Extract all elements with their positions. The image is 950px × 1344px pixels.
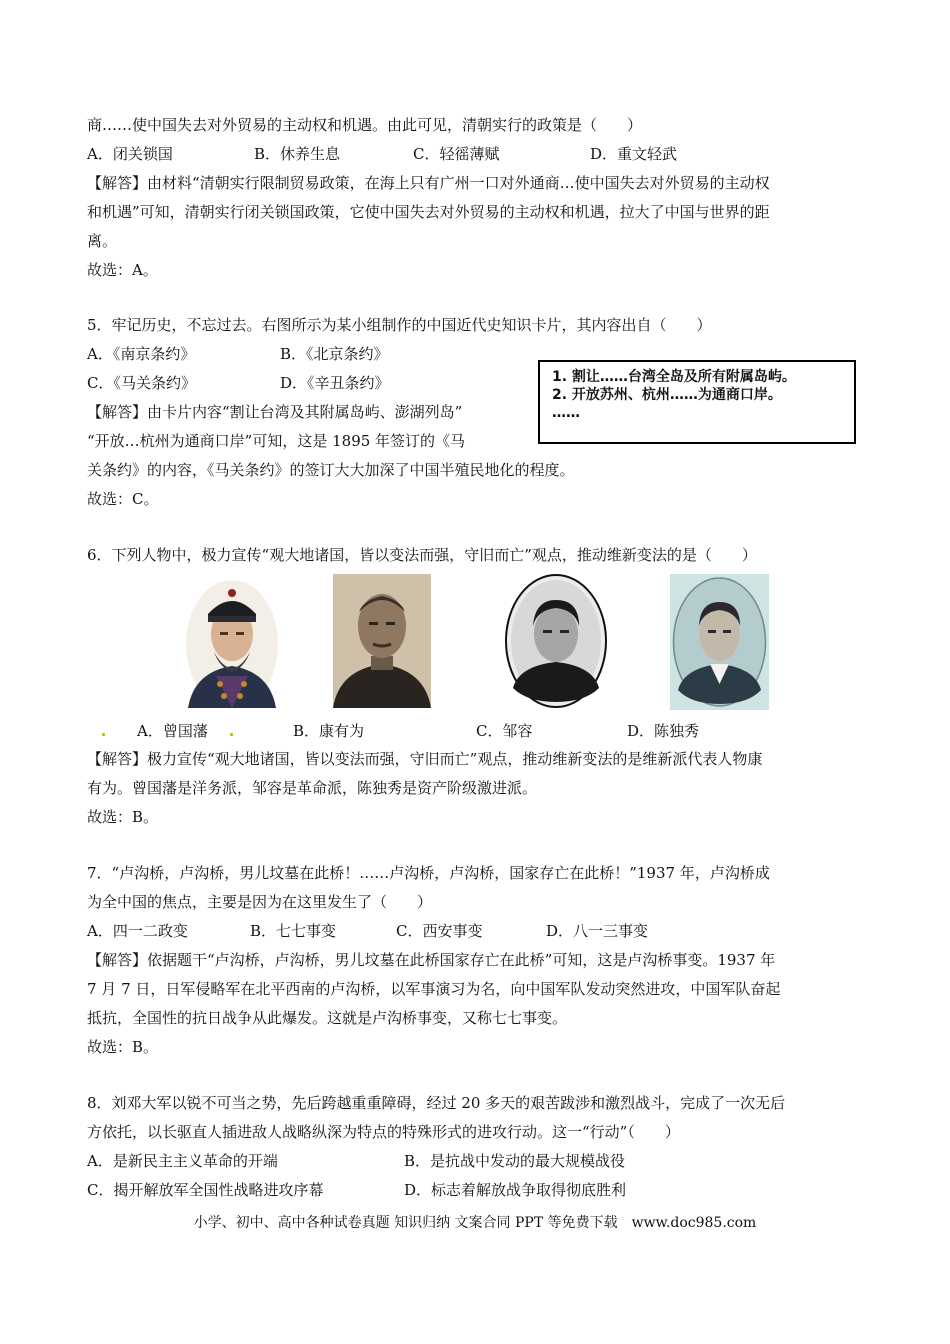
q7-option-b: B．七七事变: [250, 922, 337, 940]
q4-option-b: B．休养生息: [254, 145, 341, 163]
q8-option-c: C．揭开解放军全国性战略进攻序幕: [87, 1181, 324, 1199]
q4-option-d: D．重文轻武: [590, 145, 678, 163]
card-line: 2. 开放苏州、杭州……为通商口岸。: [552, 387, 782, 403]
q7-answer-line: 【解答】依据题干“卢沟桥，卢沟桥，男儿坟墓在此桥国家存亡在此桥”可知，这是卢沟桥事变。1937 年: [87, 951, 776, 969]
q7-answer-line: 抵抗，全国性的抗日战争从此爆发。这就是卢沟桥事变，又称七七事变。: [87, 1009, 568, 1027]
portrait-chen-duxiu: [670, 574, 769, 710]
q8-stem-line: 8．刘邓大军以锐不可当之势，先后跨越重重障碍，经过 20 多天的艰苦跋涉和激烈战斗，完成了一次无后: [87, 1094, 786, 1112]
q7-stem-line: 7．“卢沟桥，卢沟桥，男儿坟墓在此桥！……卢沟桥，卢沟桥，国家存亡在此桥！”1937 年，卢沟桥成: [87, 864, 770, 882]
q8-option-d: D．标志着解放战争取得彻底胜利: [404, 1181, 627, 1199]
q6-option-c: C．邹容: [476, 722, 533, 740]
q4-answer-line: 【解答】由材料“清朝实行限制贸易政策，在海上只有广州一口对外通商…使中国失去对外贸易的主动权: [87, 174, 770, 192]
q5-option-b: B．《北京条约》: [280, 345, 389, 363]
q4-answer-line: 和机遇”可知，清朝实行闭关锁国政策，它使中国失去对外贸易的主动权和机遇，拉大了中国与世界的距: [87, 203, 770, 221]
q5-answer-line: 【解答】由卡片内容“割让台湾及其附属岛屿、澎湖列岛”: [87, 403, 463, 421]
decorative-dot: [230, 733, 233, 736]
q7-option-a: A．四一二政变: [87, 922, 188, 940]
q6-answer-line: 【解答】极力宣传“观大地诸国，皆以变法而强，守旧而亡”观点，推动维新变法的是维新派代表人物康: [87, 750, 763, 768]
q6-choice: 故选：B。: [87, 808, 159, 826]
q8-option-a: A．是新民主主义革命的开端: [87, 1152, 278, 1170]
q5-choice: 故选：C。: [87, 490, 159, 508]
q5-answer-line: “开放…杭州为通商口岸”可知，这是 1895 年签订的《马: [87, 432, 466, 450]
q5-option-d: D．《辛丑条约》: [280, 374, 390, 392]
decorative-dot: [102, 733, 105, 736]
q4-answer-line: 离。: [87, 232, 118, 250]
q6-option-d: D．陈独秀: [627, 722, 700, 740]
q5-stem: 5．牢记历史，不忘过去。右图所示为某小组制作的中国近代史知识卡片，其内容出自（ ）: [87, 316, 712, 334]
q8-stem-line: 方依托，以长驱直人插进敌人战略纵深为特点的特殊形式的进攻行动。这一“行动”（ ）: [87, 1123, 680, 1141]
q4-option-a: A．闭关锁国: [87, 145, 173, 163]
page-footer: 小学、初中、高中各种试卷真题 知识归纳 文案合同 PPT 等免费下载 www.doc985.com: [193, 1215, 757, 1231]
q5-option-a: A．《南京条约》: [87, 345, 196, 363]
q8-option-b: B．是抗战中发动的最大规模战役: [404, 1152, 626, 1170]
q4-option-c: C．轻徭薄赋: [413, 145, 500, 163]
knowledge-card: [538, 360, 856, 444]
portrait-kang-youwei: [333, 574, 431, 708]
q7-option-d: D．八一三事变: [546, 922, 649, 940]
q7-answer-line: 7 月 7 日，日军侵略军在北平西南的卢沟桥，以军事演习为名，向中国军队发动突然进攻，中国军队奋起: [87, 980, 781, 998]
q7-choice: 故选：B。: [87, 1038, 159, 1056]
card-line: ……: [552, 405, 580, 421]
card-line: 1. 割让……台湾全岛及所有附属岛屿。: [552, 369, 796, 385]
portrait-zeng-guofan: [186, 580, 278, 708]
q6-stem: 6．下列人物中，极力宣传“观大地诸国，皆以变法而强，守旧而亡”观点，推动维新变法的是（ ）: [87, 546, 757, 564]
portrait-zou-rong: [505, 574, 607, 708]
q6-option-b: B．康有为: [293, 722, 365, 740]
q5-answer-line: 关条约》的内容，《马关条约》的签订大大加深了中国半殖民地化的程度。: [87, 461, 575, 479]
q6-option-a: A．曾国藩: [137, 722, 208, 740]
q7-stem-line: 为全中国的焦点，主要是因为在这里发生了（ ）: [87, 893, 433, 911]
q5-option-c: C．《马关条约》: [87, 374, 196, 392]
q6-answer-line: 有为。曾国藩是洋务派，邹容是革命派，陈独秀是资产阶级激进派。: [87, 779, 538, 797]
q7-option-c: C．西安事变: [396, 922, 483, 940]
q4-stem-tail: 商……使中国失去对外贸易的主动权和机遇。由此可见，清朝实行的政策是（ ）: [87, 116, 643, 134]
q4-choice: 故选：A。: [87, 261, 158, 279]
